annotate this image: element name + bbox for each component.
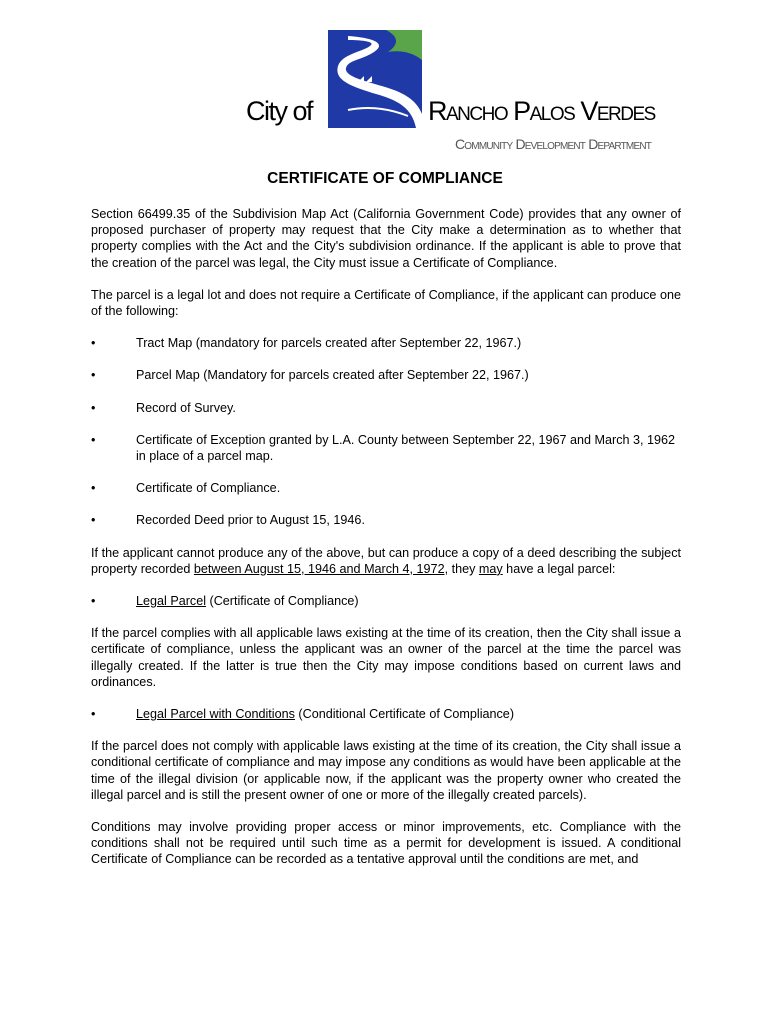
list-item-text: Record of Survey. — [136, 400, 236, 415]
bullet-icon: • — [91, 513, 96, 528]
legal-parcel-paragraph: If the parcel complies with all applicable laws existing at the time of its creation, then the City shall issue a certificate of compliance, unless the applicant was an owner of the parcel at the time the parcel was illegally created. If the latter is true then the City may impose conditions based on current laws and ordinances. — [91, 626, 681, 689]
legal-parcel-label: Legal Parcel — [136, 594, 207, 609]
city-name-text: Rancho Palos Verdes — [428, 96, 655, 126]
list-item — [91, 400, 681, 416]
deed-text-3: have a legal parcel: — [502, 561, 616, 576]
department-name: Community Development Department — [455, 136, 652, 152]
bullet-icon: • — [91, 336, 96, 351]
conditional-parcel-label: Legal Parcel with Conditions — [136, 707, 295, 722]
legal-lot-paragraph: The parcel is a legal lot and does not require a Certificate of Compliance, if the applicant can produce one of the following: — [91, 287, 681, 319]
bullet-icon: • — [91, 400, 96, 415]
list-item-text: Certificate of Compliance. — [136, 481, 281, 496]
bullet-icon: • — [91, 368, 96, 383]
bullet-icon: • — [91, 481, 96, 496]
list-item-text: Parcel Map (Mandatory for parcels created after September 22, 1967.) — [136, 368, 529, 383]
list-item — [91, 480, 681, 496]
bullet-icon: • — [91, 707, 96, 722]
conditional-parcel-suffix: (Conditional Certificate of Compliance) — [294, 707, 515, 722]
list-item-text: Certificate of Exception granted by L.A. County between September 22, 1967 and March 3, 1962 in place of a parcel map. — [136, 432, 676, 464]
list-item — [91, 432, 681, 464]
deed-text-1: If the applicant cannot produce any of the above, but can produce a copy of a deed describing the subject property recorded — [91, 545, 681, 576]
document-body — [91, 206, 681, 868]
document-title: CERTIFICATE OF COMPLIANCE — [267, 170, 503, 187]
conditional-parcel-paragraph: If the parcel does not comply with applicable laws existing at the time of its creation, the City shall issue a conditional certificate of compliance and may impose any conditions as would have been applicable at the time of the illegal division (or applicable now, if the applicant was the property owner who created the illegal parcel and is still the present owner of one or more of the illegally created parcels). — [91, 739, 681, 802]
deed-may: may — [478, 561, 503, 576]
list-item — [91, 335, 681, 351]
deed-text-2: they — [448, 561, 479, 576]
intro-paragraph: Section 66499.35 of the Subdivision Map Act (California Government Code) provides that any owner of proposed purchaser of property may request that the City make a determination as to whether that property complies with the Act and the City's subdivision ordinance. If the applicant is able to prove that the creation of the parcel was legal, the City must issue a Certificate of Compliance. — [91, 207, 681, 270]
conditions-paragraph: Conditions may involve providing proper access or minor improvements, etc. Compliance with the conditions shall not be required until such time as a permit for development is issued. A conditional Certificate of Compliance can be recorded as a tentative approval until the conditions are met, and — [91, 820, 681, 867]
list-item-text: Recorded Deed prior to August 15, 1946. — [136, 513, 365, 528]
bullet-icon: • — [91, 432, 96, 447]
list-item — [91, 367, 681, 383]
deed-date-range: between August 15, 1946 and March 4, 1972, — [193, 561, 449, 576]
legal-parcel-heading — [91, 593, 681, 609]
city-of-text: City of — [246, 96, 313, 126]
list-item — [91, 512, 681, 528]
letterhead — [0, 0, 770, 160]
list-item-text: Tract Map (mandatory for parcels created after September 22, 1967.) — [136, 336, 522, 351]
deed-paragraph — [91, 545, 681, 577]
conditional-parcel-heading — [91, 706, 681, 722]
legal-parcel-suffix: (Certificate of Compliance) — [206, 594, 359, 609]
city-logo — [328, 30, 422, 128]
bullet-icon: • — [91, 594, 96, 609]
